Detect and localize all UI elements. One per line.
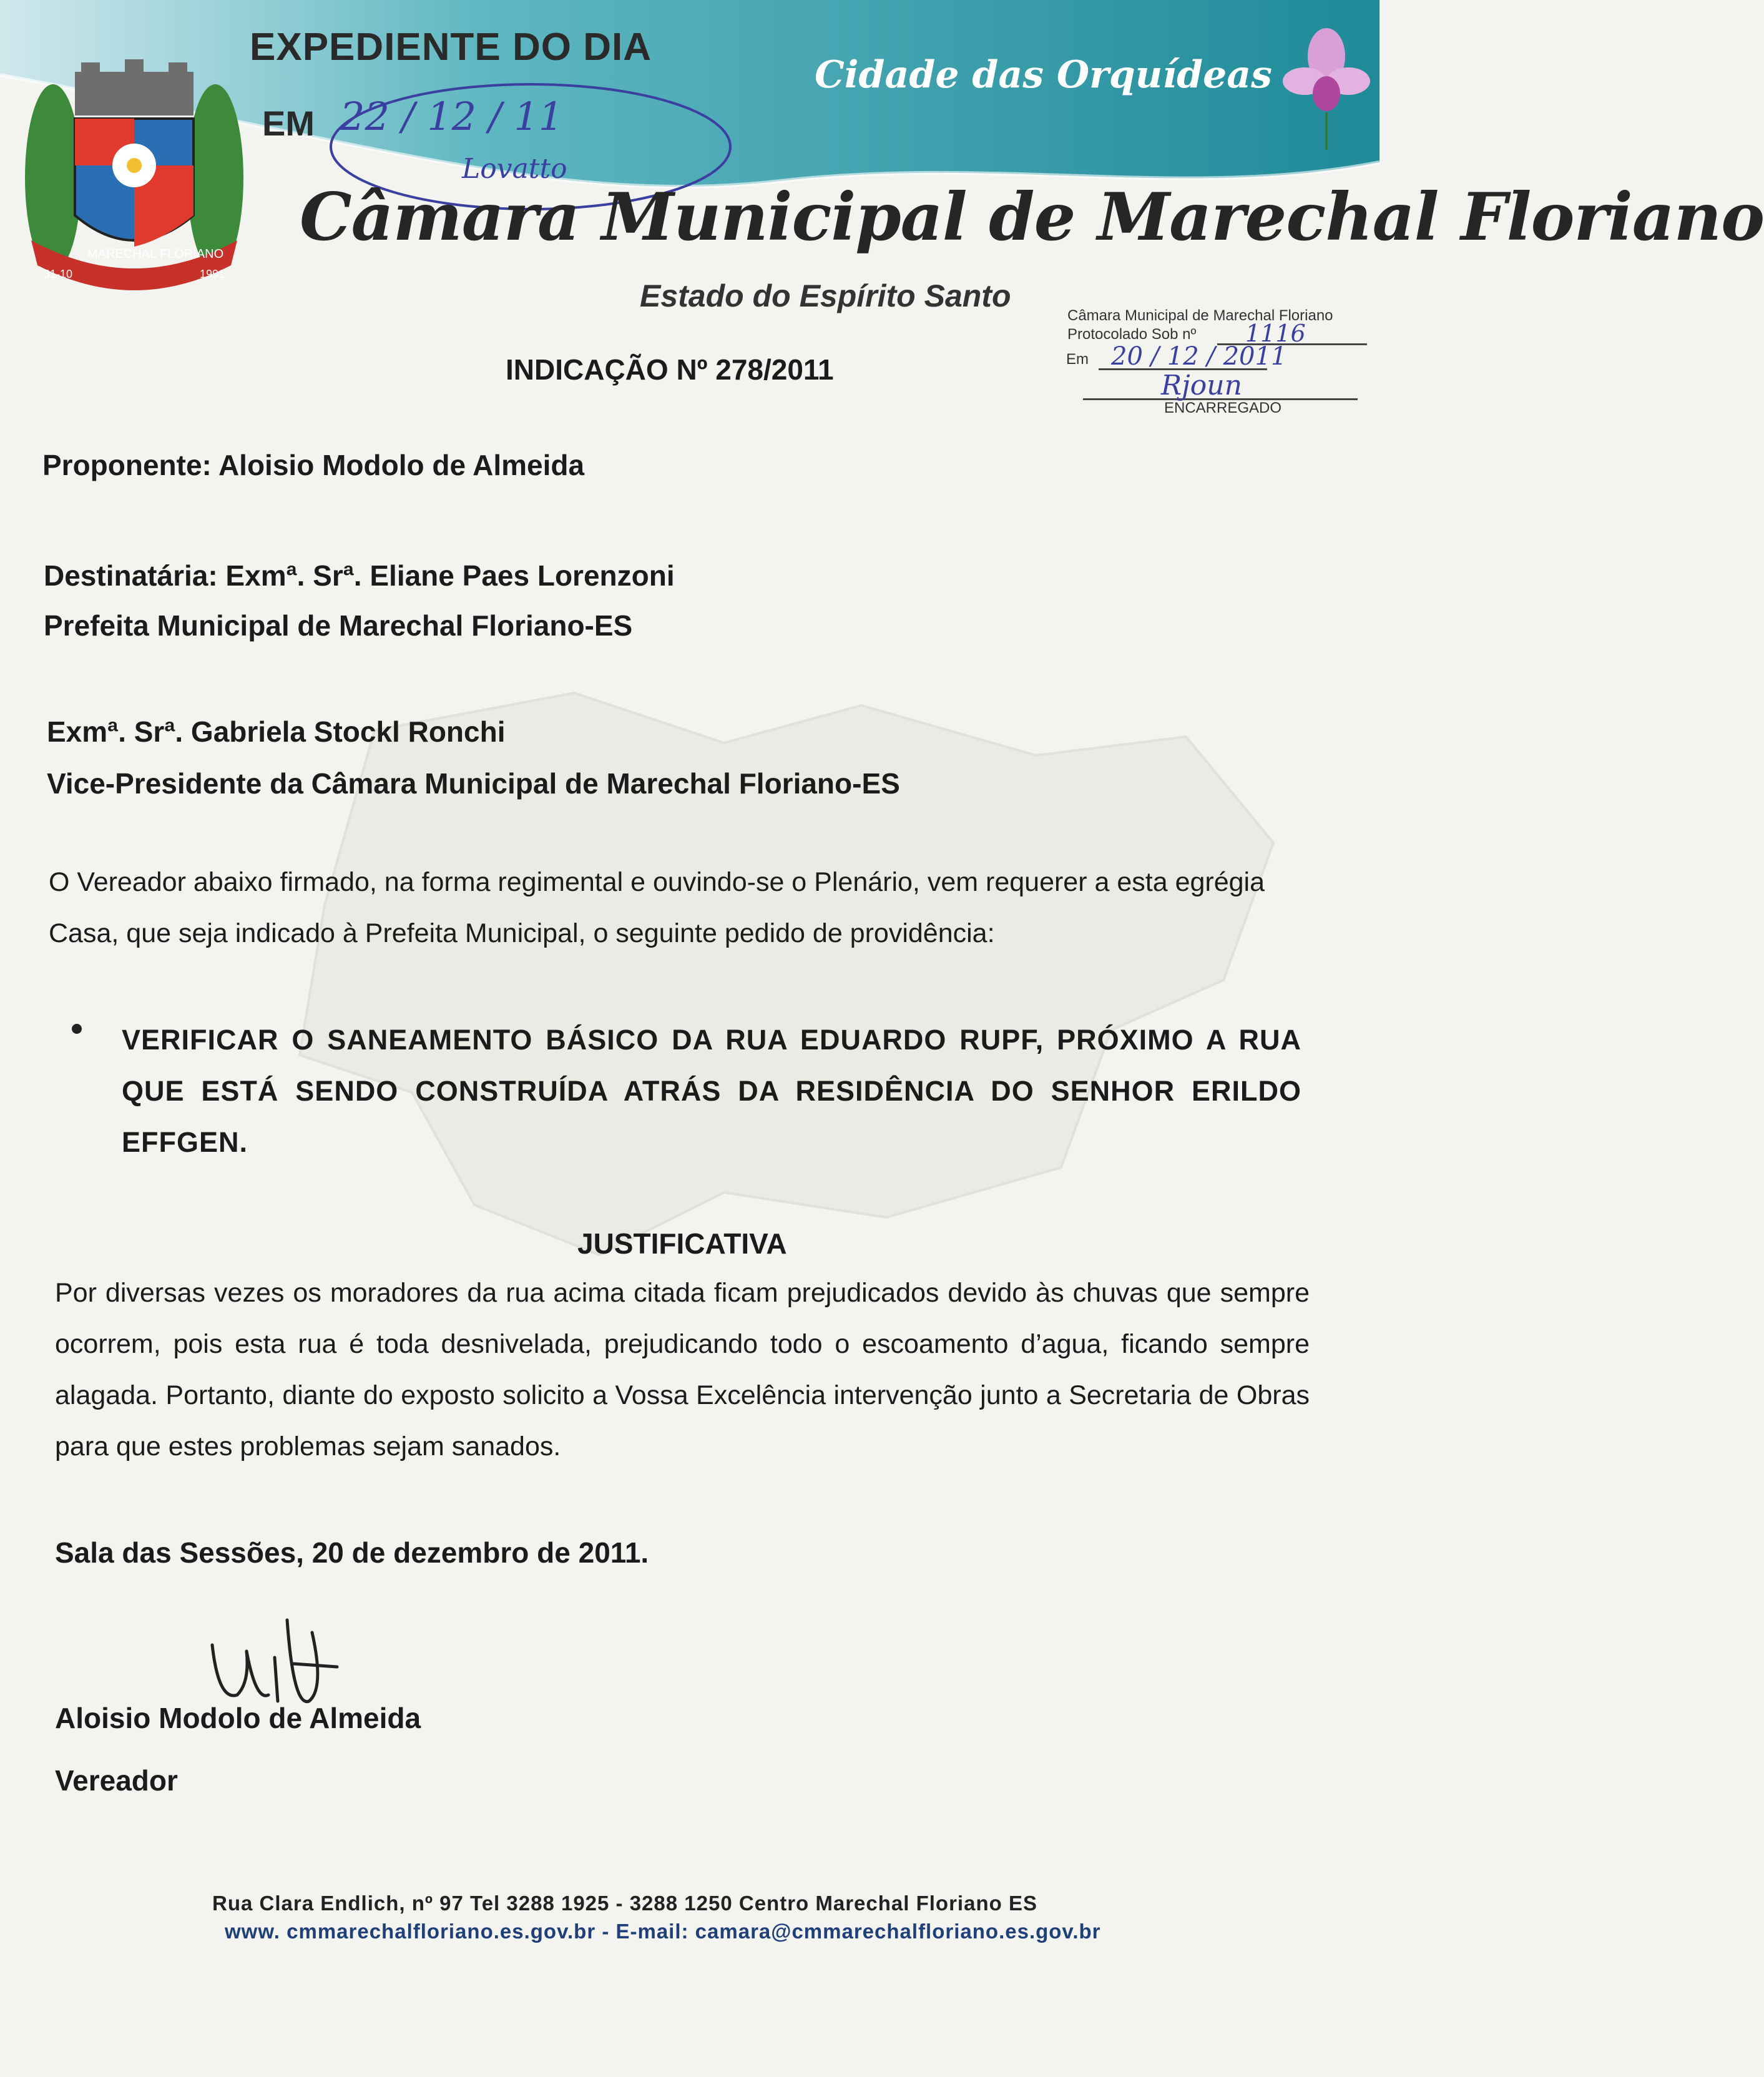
intro-paragraph: O Vereador abaixo firmado, na forma regimental e ouvindo-se o Plenário, vem requerer a esta egrégia Casa, que seja indicado à Prefeita Municipal, o seguinte pedido de providência: <box>49 867 1265 948</box>
justification-title: JUSTIFICATIVA <box>577 1227 787 1260</box>
crest-year-right: 1991 <box>200 268 225 280</box>
stamp-encarregado-label: ENCARREGADO <box>1164 400 1282 416</box>
footer-contact: www. cmmarechalfloriano.es.gov.br - E-mail: camara@cmmarechalfloriano.es.gov.br <box>225 1920 1101 1943</box>
indicacao-number: INDICAÇÃO Nº 278/2011 <box>506 353 834 386</box>
request-item: VERIFICAR O SANEAMENTO BÁSICO DA RUA EDUARDO RUPF, PRÓXIMO A RUA QUE ESTÁ SENDO CONSTRUÍDA ATRÁS DA RESIDÊNCIA DO SENHOR ERILDO EFFGEN. <box>122 1024 1301 1158</box>
second-recipient-line2: Vice-Presidente da Câmara Municipal de Marechal Floriano-ES <box>47 767 900 800</box>
destinataria-line2: Prefeita Municipal de Marechal Floriano-ES <box>44 609 633 642</box>
watermark-map <box>250 656 1311 1280</box>
institution-title: Câmara Municipal de Marechal Floriano <box>300 178 1764 255</box>
municipal-crest-icon <box>19 59 250 322</box>
session-date: Sala das Sessões, 20 de dezembro de 2011. <box>55 1536 649 1569</box>
em-date-handwritten: 22 / 12 / 11 <box>340 94 564 139</box>
state-subtitle: Estado do Espírito Santo <box>640 278 1011 313</box>
crest-year-left: 31-10 <box>44 268 73 280</box>
stamp-signature: Rjoun <box>1161 370 1242 401</box>
proponente: Proponente: Aloisio Modolo de Almeida <box>42 449 585 481</box>
stamp-title: Câmara Municipal de Marechal Floriano <box>1067 307 1333 324</box>
slogan: Cidade das Orquídeas <box>815 53 1272 97</box>
signer-name: Aloisio Modolo de Almeida <box>55 1702 421 1734</box>
expediente-label: EXPEDIENTE DO DIA <box>250 26 652 69</box>
destinataria-line1: Destinatária: Exmª. Srª. Eliane Paes Lorenzoni <box>44 559 675 592</box>
em-label: EM <box>262 104 315 143</box>
second-recipient-line1: Exmª. Srª. Gabriela Stockl Ronchi <box>47 715 506 748</box>
orchid-icon <box>1280 19 1373 156</box>
stamp-date-value: 20 / 12 / 2011 <box>1111 342 1287 371</box>
stamp-em-label: Em <box>1066 351 1089 368</box>
em-signature: Lovatto <box>462 153 567 185</box>
signer-role: Vereador <box>55 1764 178 1797</box>
stamp-protocol-label: Protocolado Sob nº <box>1067 326 1197 343</box>
footer-address: Rua Clara Endlich, nº 97 Tel 3288 1925 - 3288 1250 Centro Marechal Floriano ES <box>212 1892 1037 1915</box>
bullet-icon <box>72 1024 82 1034</box>
justification-paragraph: Por diversas vezes os moradores da rua acima citada ficam prejudicados devido às chuvas que sempre ocorrem, pois esta rua é toda desnivelada, prejudicando todo o escoamento d’agua, ficando sempre alagada. Portanto, diante do exposto solicito a Vossa Excelência intervenção junto a Secretaria de Obras para que estes problemas sejam sanados. <box>55 1278 1310 1461</box>
stamp-protocol-value: 1116 <box>1245 320 1306 347</box>
crest-ribbon-text: MARECHAL FLORIANO <box>87 247 224 261</box>
